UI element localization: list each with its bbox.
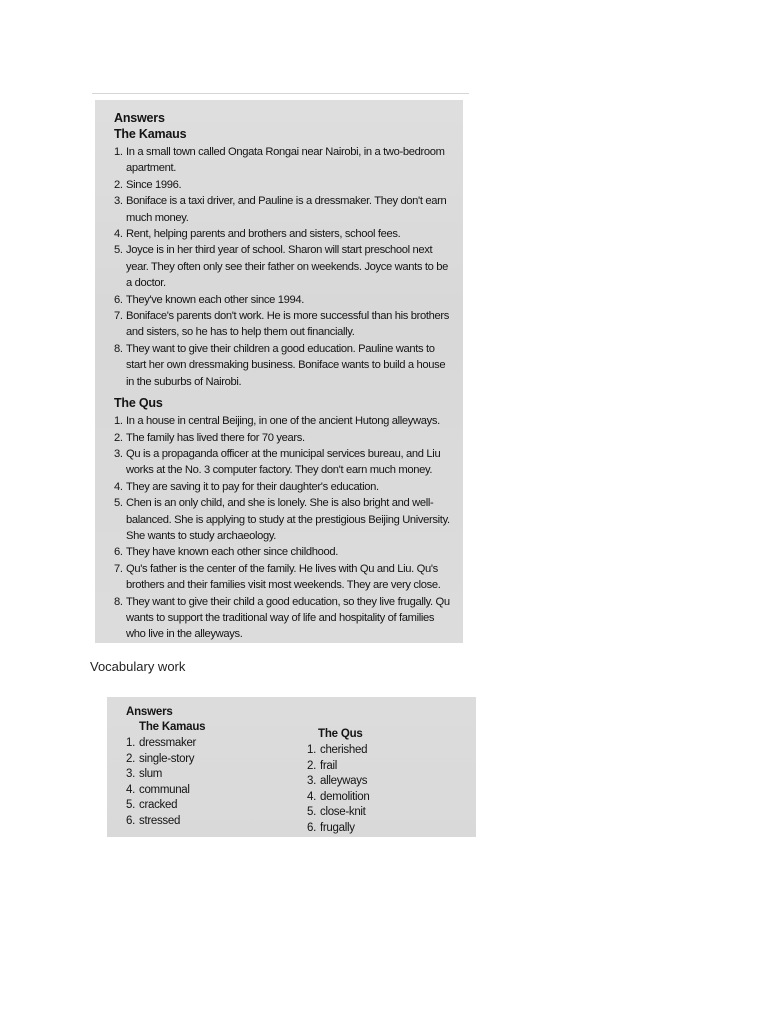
list-item [114, 561, 455, 594]
list-item [307, 774, 369, 790]
item-number: 4. [114, 228, 123, 241]
list-item [114, 177, 455, 193]
item-text: alleyways [320, 775, 368, 788]
answers-heading: Answers [114, 111, 165, 125]
list-item [307, 790, 369, 806]
item-number: 1. [114, 146, 123, 158]
item-text: Rent, helping parents and brothers and sisters, school fees. [126, 228, 401, 241]
item-number: 4. [307, 790, 316, 803]
qus-heading: The Qus [114, 396, 163, 411]
list-item [126, 767, 205, 783]
item-text: Qu's father is the center of the family. He lives with Qu and Liu. Qu's brothers and their families visit most weekends. They are very close. [126, 562, 441, 592]
list-item [126, 798, 205, 814]
list-item [114, 544, 455, 560]
answers-scan-image [95, 100, 463, 643]
qus-vocab-column [307, 727, 369, 837]
item-text: Chen is an only child, and she is lonely. She is also bright and well-balanced. She is applying to study at the prestigious Beijing University. She wants to study archaeology. [126, 497, 450, 542]
item-text: single-story [139, 752, 195, 765]
item-text: Boniface is a taxi driver, and Pauline is a dressmaker. They don't earn much money. [126, 195, 447, 224]
list-item [114, 341, 455, 390]
item-number: 2. [307, 759, 316, 772]
list-item [114, 193, 455, 226]
list-item [307, 743, 369, 759]
item-number: 5. [114, 244, 123, 257]
item-text: close-knit [320, 806, 366, 819]
item-text: cherished [320, 744, 368, 756]
item-number: 2. [114, 431, 123, 444]
list-item [307, 759, 369, 775]
item-text: dressmaker [139, 737, 197, 749]
item-text: slum [139, 768, 163, 781]
item-number: 5. [126, 799, 135, 812]
item-text: They are saving it to pay for their daughter's education. [126, 480, 379, 493]
list-item [114, 413, 455, 429]
item-number: 5. [114, 497, 123, 510]
list-item [126, 752, 205, 768]
item-number: 4. [126, 783, 135, 796]
qus-vocab-heading: The Qus [318, 728, 363, 740]
list-item [114, 308, 455, 341]
vocabulary-columns [126, 720, 466, 834]
item-number: 3. [114, 447, 123, 460]
item-number: 6. [114, 546, 123, 559]
list-item [114, 479, 455, 495]
qus-vocab-list [307, 743, 369, 837]
item-number: 6. [126, 814, 135, 827]
qus-answer-list [114, 413, 455, 643]
item-number: 3. [126, 768, 135, 781]
item-number: 7. [114, 310, 123, 323]
item-text: They have known each other since childhood. [126, 546, 338, 559]
list-item [114, 594, 455, 643]
list-item [114, 495, 455, 544]
list-item [114, 446, 455, 479]
kamaus-vocab-column [126, 720, 205, 830]
item-text: Qu is a propaganda officer at the municipal services bureau, and Liu works at the No. 3 computer factory. They don't earn much money. [126, 447, 441, 477]
list-item [114, 292, 455, 308]
item-text: The family has lived there for 70 years. [126, 431, 305, 444]
item-text: They've known each other since 1994. [126, 293, 304, 306]
item-text: demolition [320, 790, 370, 803]
item-number: 5. [307, 806, 316, 819]
item-number: 8. [114, 342, 123, 355]
item-text: frugally [320, 821, 355, 834]
item-text: Boniface's parents don't work. He is more successful than his brothers and sisters, so he has to help them out financially. [126, 310, 450, 339]
item-number: 1. [307, 744, 316, 756]
list-item [114, 226, 455, 242]
item-number: 2. [126, 752, 135, 765]
kamaus-vocab-list [126, 736, 205, 830]
vocabulary-answers-heading: Answers [126, 706, 173, 718]
item-number: 3. [114, 195, 123, 208]
item-text: They want to give their child a good education, so they live frugally. Qu wants to support the traditional way of life and hospitality of families who live in the alleyways. [126, 595, 450, 641]
item-number: 6. [307, 821, 316, 834]
list-item [126, 783, 205, 799]
list-item [114, 242, 455, 291]
top-divider [92, 93, 469, 94]
list-item [126, 814, 205, 830]
item-number: 7. [114, 562, 123, 575]
item-text: Since 1996. [126, 178, 182, 191]
vocabulary-scan-image [107, 697, 476, 837]
list-item [307, 805, 369, 821]
item-number: 1. [126, 737, 135, 749]
list-item [307, 821, 369, 837]
list-item [114, 144, 455, 177]
item-text: They want to give their children a good education. Pauline wants to start her own dressmaking business. Boniface wants to build a house in the suburbs of Nairobi. [126, 342, 446, 388]
item-number: 1. [114, 415, 123, 428]
item-text: communal [139, 783, 190, 796]
item-text: frail [320, 759, 338, 772]
item-number: 3. [307, 775, 316, 788]
item-number: 4. [114, 480, 123, 493]
item-number: 6. [114, 293, 123, 306]
item-text: In a small town called Ongata Rongai near Nairobi, in a two-bedroom apartment. [126, 146, 445, 175]
vocabulary-section-title: Vocabulary work [90, 659, 186, 674]
list-item [126, 736, 205, 752]
item-text: stressed [139, 814, 181, 827]
kamaus-vocab-heading: The Kamaus [139, 721, 206, 733]
item-number: 2. [114, 178, 123, 191]
kamaus-answer-list [114, 144, 455, 390]
list-item [114, 430, 455, 446]
item-text: In a house in central Beijing, in one of the ancient Hutong alleyways. [126, 415, 440, 428]
kamaus-heading: The Kamaus [114, 127, 187, 141]
item-text: cracked [139, 799, 178, 812]
item-text: Joyce is in her third year of school. Sharon will start preschool next year. They often only see their father on weekends. Joyce wants to be a doctor. [126, 244, 449, 290]
item-number: 8. [114, 595, 123, 608]
